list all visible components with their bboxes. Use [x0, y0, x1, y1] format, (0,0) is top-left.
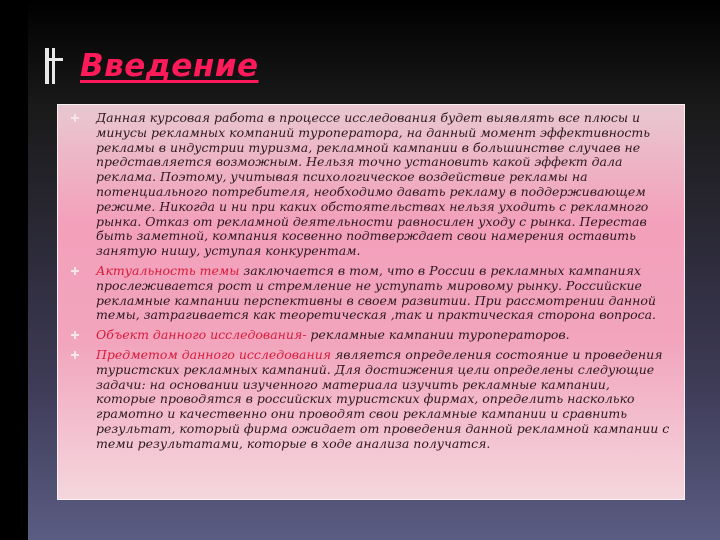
- content-box: [57, 104, 685, 500]
- bullet-relevance: [58, 264, 686, 323]
- bullet-text: рекламные кампании туроператоров.: [306, 327, 570, 343]
- bullet-list: [58, 111, 686, 457]
- bullet-marker-icon: [71, 351, 79, 359]
- bullet-text: Данная курсовая работа в процессе исследования будет выявлять все плюсы и минусы рекламных компаний туроператора, на данный момент эффективность рекламы в индустрии туризма, рекламной кампании в большинстве случаев не представляется возможным. Нельзя точно установить какой эффект дала реклама. Поэтому, учитывая психологическое воздействие рекламы на потенциального потребителя, необходимо давать рекламу в поддерживающем режиме. Никогда и ни при каких обстоятельствах нельзя уходить с рекламного рынка. Отказ от рекламной деятельности равносилен уходу с рынка. Перестав быть заметной, компания косвенно подтверждает свои намерения оставить занятую нишу, уступая конкурентам.: [96, 110, 651, 259]
- left-edge-bar: [0, 0, 28, 540]
- bullet-text: является определения состояние и проведения туристских рекламных кампаний. Для достижения цели определены следующие задачи: на основании изученного материала изучить рекламные кампании, которые проводятся в российских туристских фирмах, определить насколько грамотно и качественно они проводят свои рекламные кампании и сравнить результат, который фирма ожидает от проведения данной рекламной кампании с теми результатами, которые в ходе анализа получатся.: [96, 346, 670, 451]
- bullet-object: [58, 328, 686, 343]
- corner-decoration-icon: [45, 48, 63, 84]
- bullet-marker-icon: [71, 267, 79, 275]
- bullet-intro: [58, 111, 686, 259]
- bullet-marker-icon: [71, 331, 79, 339]
- bullet-subject: [58, 348, 686, 452]
- bullet-text: заключается в том, что в России в рекламных кампаниях прослеживается рост и стремление не уступать мировому рынку. Российские рекламные кампании перспективны в своем развитии. При рассмотрении данной темы, затрагивается как теоретическая ,так и практическая сторона вопроса.: [96, 262, 657, 323]
- bullet-marker-icon: [71, 114, 79, 122]
- bullet-highlight: Актуальность темы: [96, 262, 240, 278]
- bullet-highlight: Предметом данного исследования: [96, 346, 332, 362]
- bullet-highlight: Объект данного исследования-: [96, 327, 307, 343]
- slide-title: Введение: [80, 48, 259, 84]
